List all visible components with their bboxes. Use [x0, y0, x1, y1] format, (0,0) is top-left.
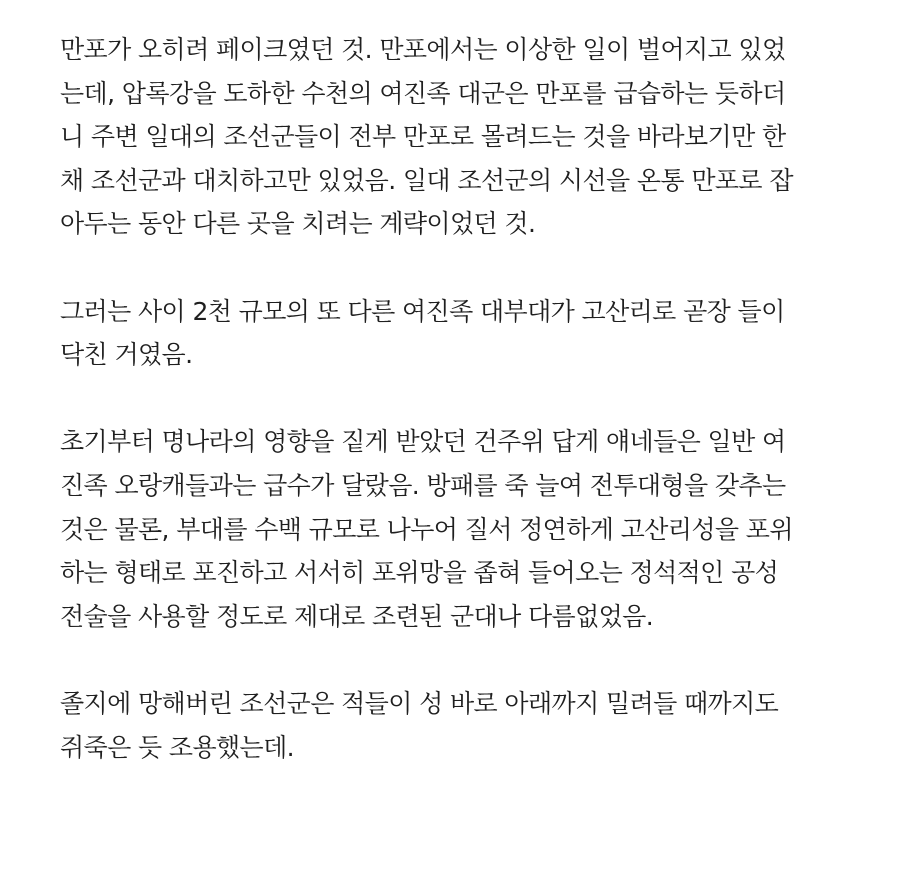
text-line: 닥친 거였음.	[60, 340, 193, 370]
paragraph-1	[60, 28, 880, 246]
text-line: 만포가 오히려 페이크였던 것. 만포에서는 이상한 일이 벌어지고 있었	[60, 35, 786, 64]
text-line: 졸지에 망해버린 조선군은 적들이 성 바로 아래까지 밀려들 때까지도	[60, 688, 779, 718]
text-line: 쥐죽은 듯 조용했는데.	[60, 732, 294, 762]
text-line: 초기부터 명나라의 영향을 짙게 받았던 건주위 답게 얘네들은 일반 여	[60, 427, 786, 457]
text-line: 니 주변 일대의 조선군들이 전부 만포로 몰려드는 것을 바라보기만 한	[60, 122, 786, 152]
text-line: 채 조선군과 대치하고만 있었음. 일대 조선군의 시선을 온통 만포로 잡	[60, 165, 793, 195]
text-line: 것은 물론, 부대를 수백 규모로 나누어 질서 정연하게 고산리성을 포위	[60, 514, 793, 544]
paragraph-spacer	[60, 246, 880, 290]
text-line: 전술을 사용할 정도로 제대로 조련된 군대나 다름없었음.	[60, 601, 654, 631]
text-line: 아두는 동안 다른 곳을 치려는 계략이었던 것.	[60, 209, 536, 239]
paragraph-3	[60, 420, 880, 638]
paragraph-2	[60, 290, 880, 377]
text-line: 진족 오랑캐들과는 급수가 달랐음. 방패를 죽 늘여 전투대형을 갖추는	[60, 470, 786, 500]
paragraph-spacer	[60, 377, 880, 421]
article-body	[60, 28, 880, 769]
text-line: 하는 형태로 포진하고 서서히 포위망을 좁혀 들어오는 정석적인 공성	[60, 558, 779, 588]
paragraph-4	[60, 682, 880, 769]
text-line: 는데, 압록강을 도하한 수천의 여진족 대군은 만포를 급습하는 듯하더	[60, 78, 786, 108]
text-line: 그러는 사이 2천 규모의 또 다른 여진족 대부대가 고산리로 곧장 들이	[60, 296, 785, 326]
paragraph-spacer	[60, 638, 880, 682]
